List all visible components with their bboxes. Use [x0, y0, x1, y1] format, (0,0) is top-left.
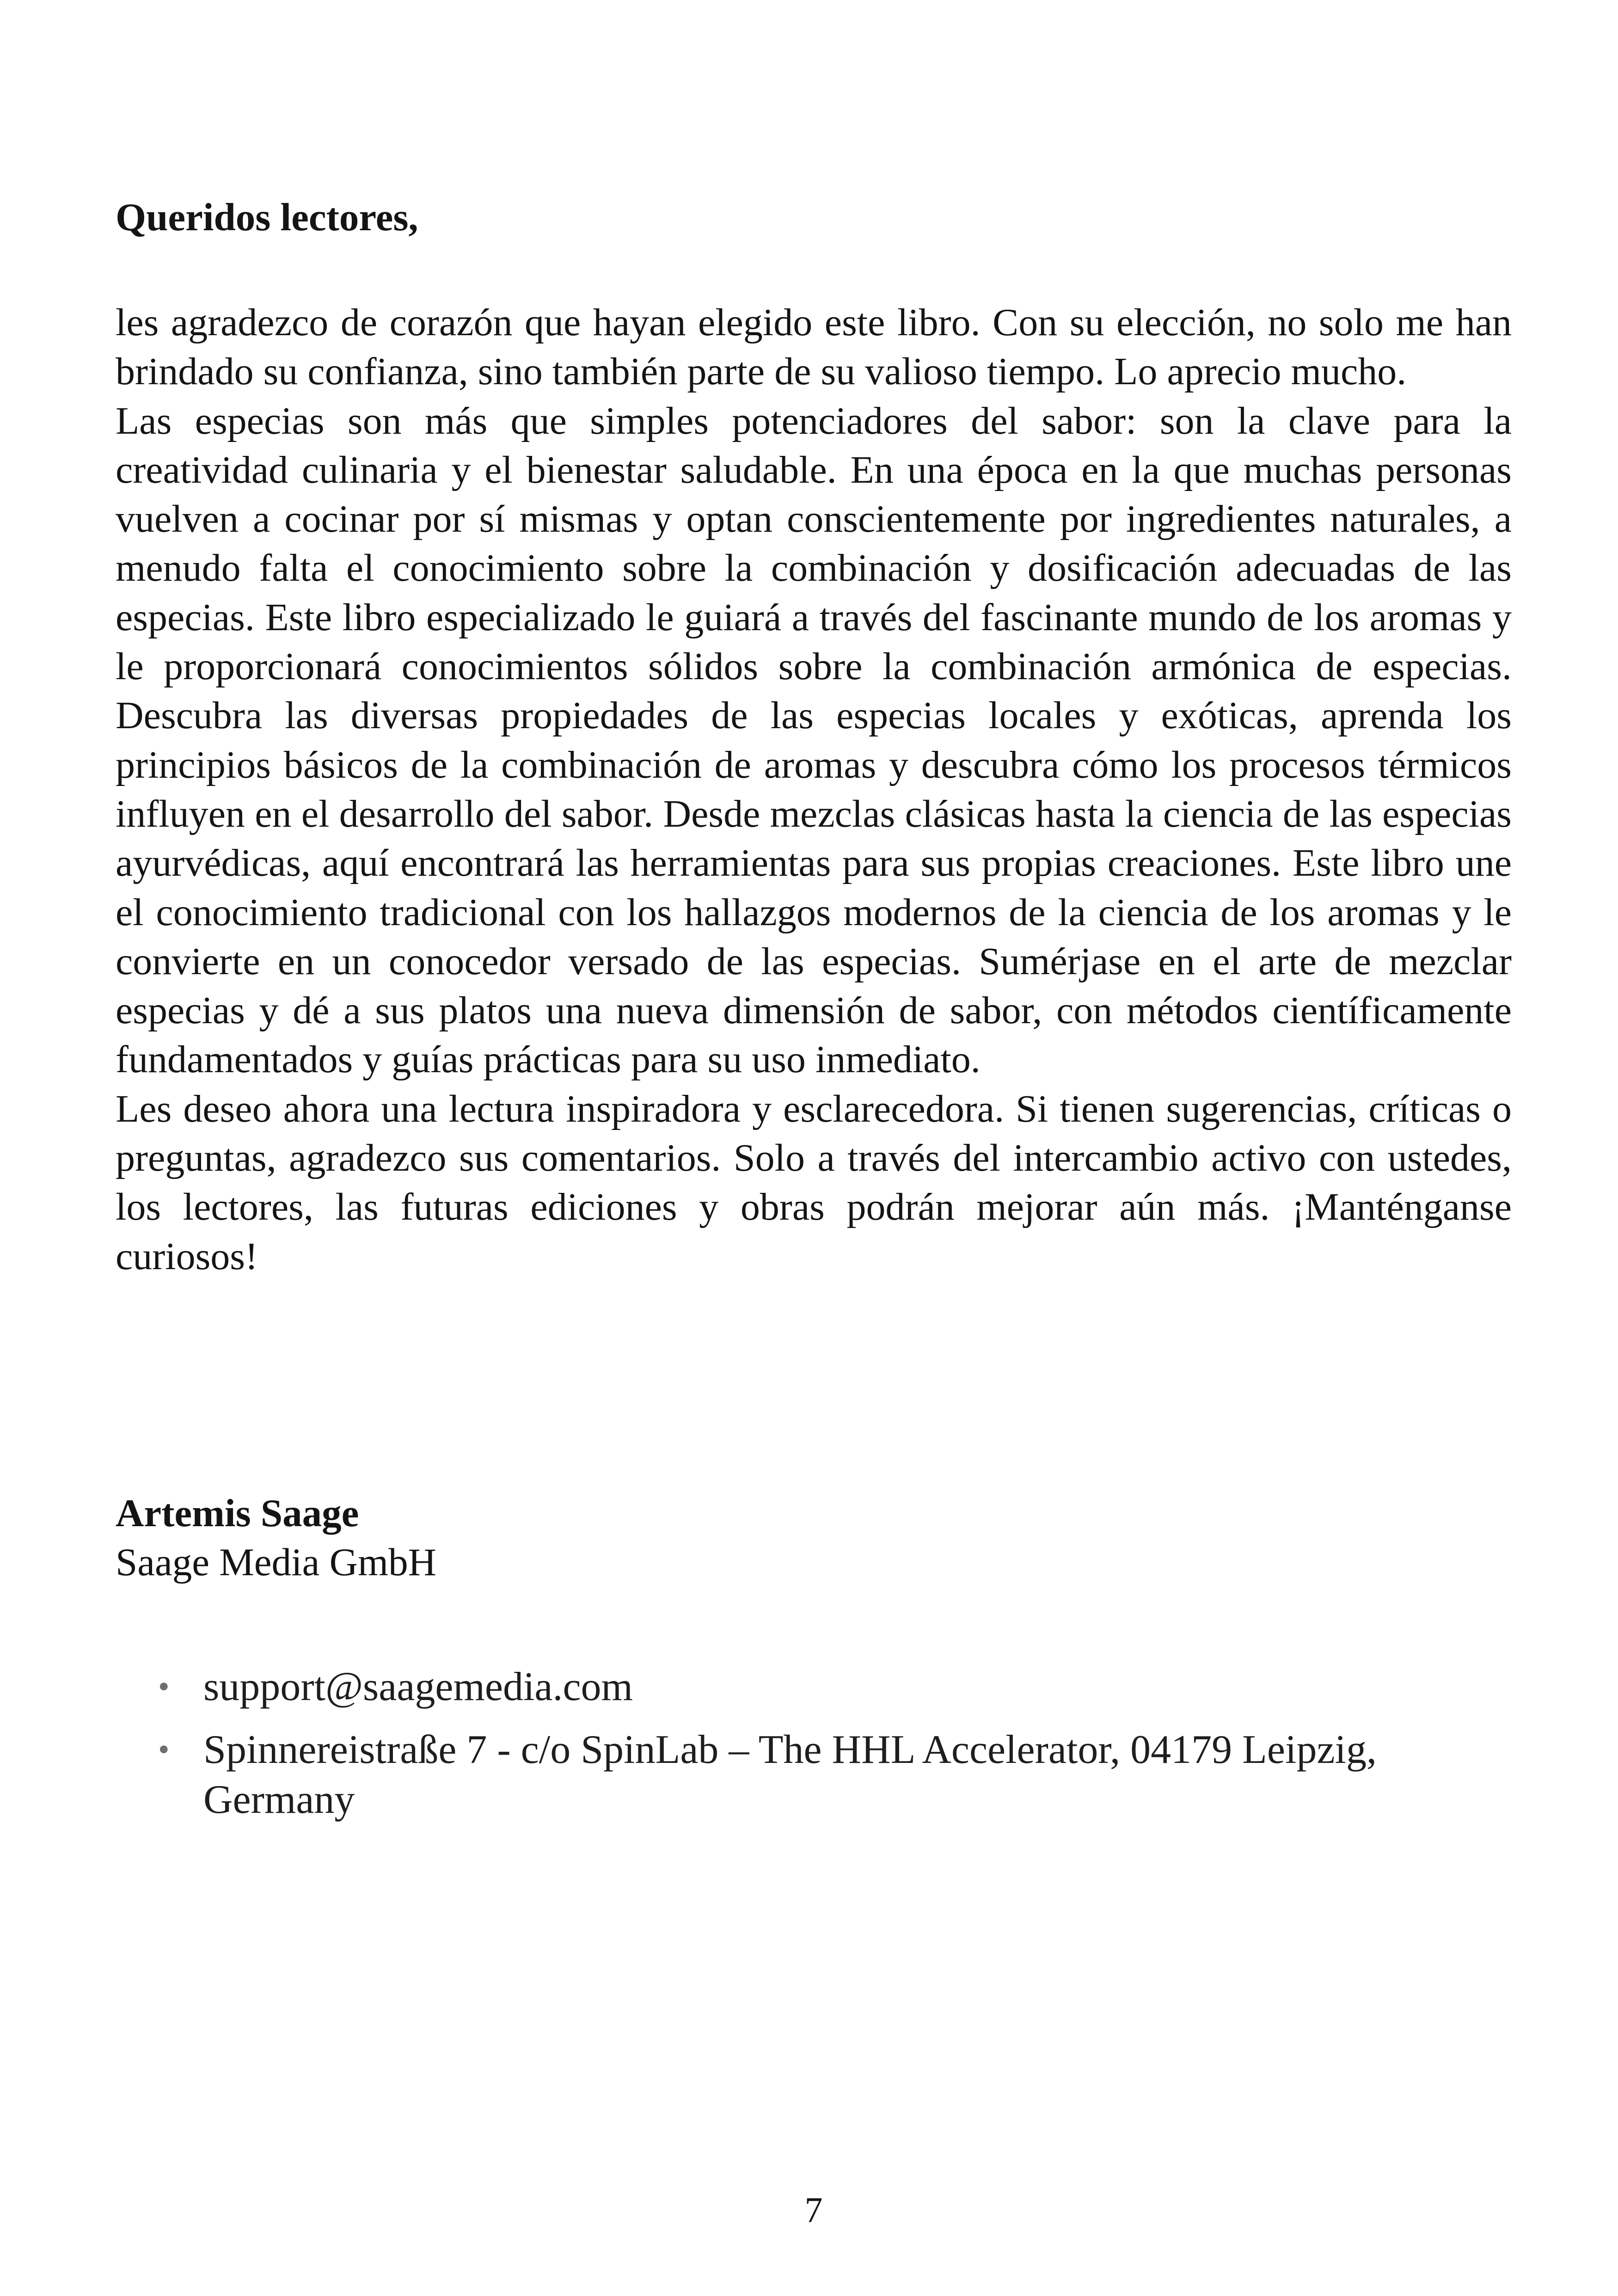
company-name: Saage Media GmbH — [116, 1541, 436, 1584]
page-number: 7 — [804, 2190, 823, 2230]
contact-address: Spinnereistraße 7 - c/o SpinLab – The HHL Accelerator, 04179 Leipzig, Germany — [203, 1727, 1377, 1822]
contact-list — [157, 1662, 1498, 1838]
author-name: Artemis Saage — [116, 1492, 359, 1535]
book-page — [116, 0, 1512, 2296]
signature-block — [116, 1489, 436, 1587]
bullet-icon: • — [158, 1669, 170, 1705]
letter-greeting: Queridos lectores, — [116, 196, 418, 239]
contact-email-item — [157, 1662, 1498, 1712]
letter-body — [116, 298, 1512, 1281]
letter-paragraph-closing: Les deseo ahora una lectura inspiradora y esclarecedora. Si tienen sugerencias, críticas o preguntas, agradezco sus comentarios. Solo a través del intercambio activo con ustedes, los lectores, las futuras ediciones y obras podrán mejorar aún más. ¡Manténganse curiosos! — [116, 1087, 1512, 1278]
contact-email[interactable]: support@saagemedia.com — [203, 1664, 633, 1709]
contact-address-item — [157, 1725, 1498, 1825]
bullet-icon: • — [158, 1732, 170, 1768]
letter-paragraph-thanks: les agradezco de corazón que hayan elegido este libro. Con su elección, no solo me han brindado su confianza, sino también parte de su valioso tiempo. Lo aprecio mucho. — [116, 301, 1512, 393]
letter-paragraph-about-book: Las especias son más que simples potenciadores del sabor: son la clave para la creatividad culinaria y el bienestar saludable. En una época en la que muchas personas vuelven a cocinar por sí mismas y optan conscientemente por ingredientes naturales, a menudo falta el conocimiento sobre la combinación y dosificación adecuadas de las especias. Este libro especializado le guiará a través del fascinante mundo de los aromas y le proporcionará conocimientos sólidos sobre la combinación armónica de especias. Descubra las diversas propiedades de las especias locales y exóticas, aprenda los principios básicos de la combinación de aromas y descubra cómo los procesos térmicos influyen en el desarrollo del sabor. Desde mezclas clásicas hasta la ciencia de las especias ayurvédicas, aquí encontrará las herramientas para sus propias creaciones. Este libro une el conocimiento tradicional con los hallazgos modernos de la ciencia de los aromas y le convierte en un conocedor versado de las especias. Sumérjase en el arte de mezclar especias y dé a sus platos una nueva dimensión de sabor, con métodos científicamente fundamentados y guías prácticas para su uso inmediato. — [116, 399, 1512, 1081]
